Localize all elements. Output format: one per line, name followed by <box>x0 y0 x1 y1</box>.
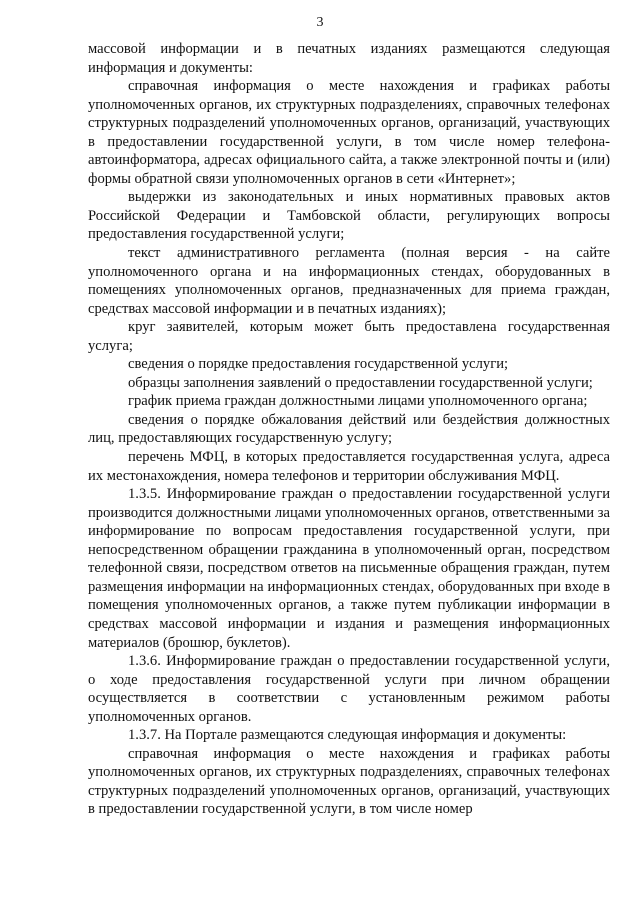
paragraph-appeal: сведения о порядке обжалования действий или бездействия должностных лиц, предоставляющих государственную услугу; <box>88 411 610 447</box>
paragraph-section-1-3-5: 1.3.5. Информирование граждан о предоставлении государственной услуги производится должностными лицами уполномоченных органов, ответственными за информирование по вопросам предоставления государственной услуги, при непосредственном обращении гражданина в уполномоченный орган, посредством телефонной связи, посредством ответов на письменные обращения граждан, путем размещения информации на информационных стендах, оборудованных при входе в помещения уполномоченных органов, а также путем публикации информации в средствах массовой информации и издания и размещения информационных материалов (брошюр, буклетов). <box>88 486 610 651</box>
paragraph-legal-extracts: выдержки из законодательных и иных нормативных правовых актов Российской Федерации и Тамбовской области, регулирующих вопросы предоставления государственной услуги; <box>88 189 610 243</box>
paragraph-schedule: график приема граждан должностными лицами уполномоченного органа; <box>128 393 588 410</box>
paragraph-form-samples: образцы заполнения заявлений о предоставлении государственной услуги; <box>128 374 593 391</box>
paragraph-regulation-text: текст административного регламента (полная версия - на сайте уполномоченного органа и на информационных стендах, оборудованных в помещениях уполномоченных органов, предназначенных для приема граждан, средствах массовой информации и в печатных изданиях); <box>88 245 610 317</box>
paragraph-portal-reference-info: справочная информация о месте нахождения и графиках работы уполномоченных органов, их структурных подразделениях, справочных телефонах структурных подразделений уполномоченных органов, организаций, участвующих в предоставлении государственной услуги, в том числе номер <box>88 745 610 818</box>
paragraph-applicants: круг заявителей, которым может быть предоставлена государственная услуга; <box>88 319 610 354</box>
document-body <box>88 40 610 819</box>
paragraph-procedure: сведения о порядке предоставления государственной услуги; <box>128 356 509 373</box>
paragraph-reference-info: справочная информация о месте нахождения и графиках работы уполномоченных органов, их структурных подразделениях, справочных телефонах структурных подразделений уполномоченных органов, организаций, участвующих в предоставлении государственной услуги, в том числе номер телефона-автоинформатора, адресах официального сайта, а также электронной почты и (или) формы обратной связи уполномоченных органов в сети «Интернет»; <box>88 78 610 187</box>
paragraph-section-1-3-7: 1.3.7. На Портале размещаются следующая информация и документы: <box>128 727 567 744</box>
paragraph-section-1-3-6: 1.3.6. Информирование граждан о предоставлении государственной услуги, о ходе предоставления государственной услуги при личном обращении осуществляется в соответствии с установленным режимом работы уполномоченных органов. <box>88 653 610 725</box>
page-number: 3 <box>316 15 324 30</box>
paragraph-mfc-list: перечень МФЦ, в которых предоставляется государственная услуга, адреса их местонахождения, номера телефонов и территории обслуживания МФЦ. <box>88 449 610 484</box>
paragraph-continuation: массовой информации и в печатных изданиях размещаются следующая информация и документы: <box>88 41 610 76</box>
